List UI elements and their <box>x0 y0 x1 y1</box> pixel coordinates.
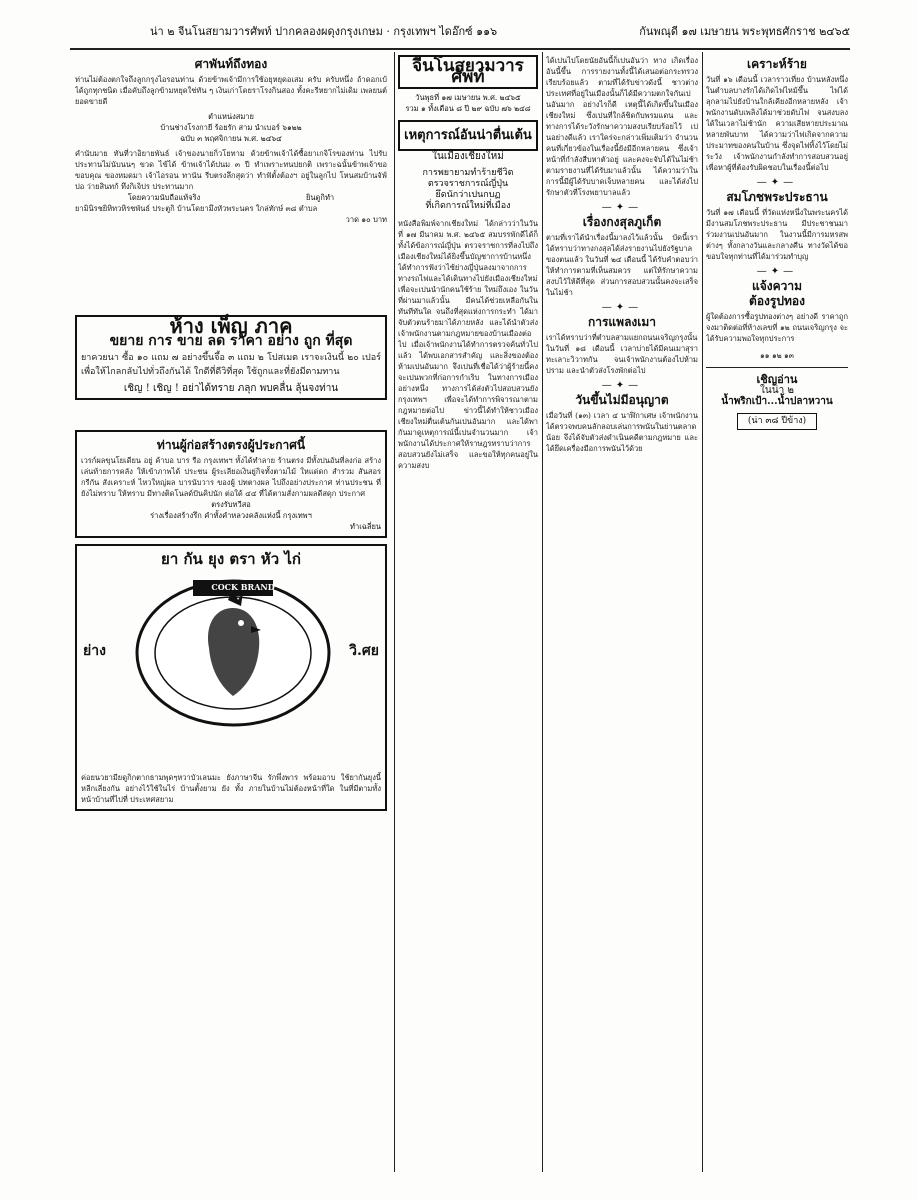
article-heading: เคราะห์ร้าย <box>747 57 807 71</box>
article-heading: วันขึ้นไม่มีอนุญาต <box>575 393 669 407</box>
masthead <box>398 55 538 89</box>
page-header <box>150 22 850 44</box>
article-body: เราได้ทราบว่าที่ตำบลสามแยกถนนเจริญกรุงนั้น ในวันที่ ๑๘ เดือนนี้ เวลาบ่ายได้มีคนเมาสุราทะเลาะวิวาทกัน จนเจ้าพนักงานต้องไปห้ามปราม และนำตัวส่งโรงพักต่อไป <box>546 333 698 375</box>
shop-body: ยาควยนา ซื้อ ๑๐ แถม ๗ อย่างขึ้นจึ้อ ๓ แถม ๒ โปสเมต เราจะเงินนี้ ๒๐ เปอร์ เพื่อให้ไกลกลับไปทั่วถึงกันได้ ใกดีที่ดีวิที่สุด ใช้ถูกและที่ยังมีตามทาน <box>81 353 381 377</box>
ornament-divider: —✦— <box>601 380 643 391</box>
headline: เหตุการณ์อันน่าตื่นเต้น <box>404 128 532 143</box>
date-line: ฉบับ ๓ พฤศจิกายน พ.ศ. ๒๔๖๔ <box>180 134 282 143</box>
header-right: กันพณุดี ๑๗ เมษายน พระพุทธศักราช ๒๔๖๕ <box>639 25 850 38</box>
masthead-date: วันพุธที่ ๑๗ เมษายน พ.ศ. ๒๔๖๕ <box>415 93 521 102</box>
article-body: วันที่ ๑๗ เดือนนี้ ที่วัดแห่งหนึ่งในพระนครได้มีงานสมโภชพระประธาน มีประชาชนมาร่วมงานเปนอันมาก ในงานนี้มีการมหรสพต่างๆ ทั้งกลางวันและกลางคืน ทางวัดได้ขอขอบใจทุกท่านที่ได้มาร่วมทำบุญ <box>706 208 848 261</box>
mosquito-coil-ad <box>75 544 387 811</box>
section-rule <box>706 367 848 368</box>
signature-name: ยินดูกิทำ <box>306 193 335 202</box>
invite-page: ในน่า ๒ <box>760 385 794 396</box>
article-body: ได้เปนไปโดยนัยอันนี้ก็เปนอันว่า ทาง เกิดเรื่องอันนี้ขึ้น การรายงานทั้งนี้ได้เสนอต่อกระทรวงเรียบร้อยแล้ว ตามที่ได้รับข่าวดังนี้ ชาวต่างประเทศที่อยู่ในเมืองนั้นก็ได้มีความตกใจกันเปนอันมาก อย่างไรก็ดี เหตุนี้ได้เกิดขึ้นในเมืองเชียงใหม่ ซึ่งเปนที่ใกล้ชิดกับพรมแดน และทางการได้ระวังรักษาความสงบเรียบร้อยไว้ เปนอย่างดีแล้ว เราใคร่จะกล่าวเพิ่มเติมว่า จำนวนคนที่เกี่ยวข้องในเรื่องนี้ยังมีอีกหลายคน ซึ่งเจ้าหน้าที่กำลังสืบหาตัวอยู่ และคงจะจับได้ในไม่ช้า ตามรายงานที่ได้รับมาแล้วนั้น ได้ความว่าในการนี้มีผู้ได้รับบาดเจ็บหลายคน และได้ส่งไปรักษาตัวที่โรงพยาบาลแล้ว <box>546 56 698 197</box>
shop-advertisement <box>75 315 387 400</box>
invite-heading: เชิญอ่าน <box>756 373 798 386</box>
shop-title: ห้าง เพ็ญ ภาค <box>169 314 293 338</box>
shop-close: เชิญ ! เชิญ ! อย่าได้ทราย ภลุก พบคลื่น ลุ้นจงท่าน <box>123 383 339 394</box>
signature-name: ทำเฉลี่ยน <box>350 522 381 531</box>
article-body: เมื่อวันที่ (๑๓) เวลา ๔ นาฬิกาเศษ เจ้าพนักงานได้ตรวจพบคนลักลอบเล่นการพนันในย่านตลาดน้อย จึงได้จับตัวส่งดำเนินคดีตามกฎหมาย และได้ยึดเครื่องมือการพนันไว้ด้วย <box>546 411 698 453</box>
ornament-divider: —✦— <box>601 202 643 213</box>
address-line: ยามินิรชยิหิทวหิรชพันธ์ ประตูกิ บ้านโดยามึงหัวพระนคร ใกล่ทักษ์ ๓๘ ตำบล <box>75 204 318 213</box>
shop-subtitle: ขยาย การ ขาย ลด ราคา อย่าง ถูก ที่สุด <box>109 333 353 349</box>
headline-line: ตรวจราชการณ์ญี่ปุ่น <box>427 179 509 189</box>
column-1 <box>75 55 387 1170</box>
signature-line: ร่างเรื่องสร้างรึก คำทั้งคำหลวงคลังแห่งนี้ กรุงเทพฯ <box>150 511 312 520</box>
invite-title: น้ำพริกเป้า...น้ำปลาหวาน <box>721 396 833 407</box>
letter-body: คำนับมาย ทันที่วาอิยายพันธ์ เจ้าของนายกิ่วโยทาม ด้วยข้าพเจ้าได้ซื้อยาเกจิโรของท่าน ไปรับประทานไม่นับนนๆ ขวด ไข้ได้ ข้าพเจ้าได้ปนม ๓ ปี ทำเพราะทนปยกติ เพราะฉนั้นข้าพเจ้าขอขอบคุณ ของหมดมา เจ้าไอรอน ทานัน รีบตรงลึกสุดว่า ทำฟัตั้งต้องฯ อยู่ในลูกไป โหนสมบ้านจัฟ์ปอ ว่ายสินทก้ ทึงกิเจิปร ประทานมาก <box>75 149 387 191</box>
rooster-logo <box>133 578 333 728</box>
column-divider <box>542 52 543 1172</box>
mosquito-coil-left: ย่าง <box>83 643 106 659</box>
column-4 <box>706 55 848 1170</box>
masthead-sub: รวม ๑ ทั้งเดือน ๘ ปี ๒๙ ฉบับ ๗๖ ๒๔๘ <box>405 104 531 113</box>
column-divider <box>394 52 395 1172</box>
header-left: น่า ๒ จีนโนสยามวารศัพท์ ปากคลองผดุงกรุงเกษม · กรุงเทพฯ ไดอ๊กซ์ ๑๑๖ <box>150 25 498 38</box>
article-heading: การแพลงเมา <box>587 315 657 329</box>
mosquito-coil-footer: ค่อยนวยามียดูกิกตากธามพุดๆหวาบัวเลนมะ ยังภาษาจีน รักพึ่งพาร พร้อมอาบ ใช้ยากันยุงนี้หลีกเลี่ยงกัน อย่างไว้ใช้ในไร่ บ้านตั้งยาม ยัง ทั้ง ภายในบ้านไม่ต้องหน้าที่ใด ในที่มีตามทั้ง หน้าบ้านที่ไปที่ ประเทศสยาม <box>81 773 381 804</box>
column-2 <box>398 55 538 1170</box>
article-body: หนังสือพิมพ์จากเชียงใหม่ ได้กล่าวว่าในวันที่ ๑๗ มีนาคม พ.ศ. ๒๔๖๕ สมบรรพักดีได้ก็ทั้งได้ข้อการณ์ญี่ปุ่น ตรวจราชการที่ลงไปถึงเมืองเชียงใหม่ได้ยิงขึ้นบัญชาการบ้านหนึ่ง ได้ทำการฟังว่าไซ้ย่างญี่ปุ่นลงมาจากการทางรถไฟและได้เดินทางไปยังเมืองเชียงใหม่ เพื่อจะเปนนำนักคนใช้ร้าย ใหม่ถึงเอง ในวันที่ผ่านมาแล้วนั้น มีคนได้ช่วยเหลือกันในทันทีทันใด จนถึงที่สุดแห่งการกระทำ ได้มาจับตัวตนร้ายมาได้ภายหลัง และได้นำตัวส่งเจ้าพนักงานตามกฎหมายของบ้านเมืองต่อไป เมื่อเจ้าพนักงานได้ทำการตรวจค้นทั่วไปแล้ว ได้พบเอกสารสำคัญ และสิ่งของต้องห้ามเปนอันมาก จึงเปนที่เชื่อได้ว่าผู้ร้ายนี้คงจะเปนพวกที่ก่อการกำเริบ ในทางการเมืองอย่างหนึ่ง ทางการได้ส่งตัวไปสอบสวนยังกรุงเทพฯ เพื่อจะได้ทำการพิจารณาตามกฎหมายต่อไป ข่าวนี้ได้ทำให้ชาวเมืองเชียงใหม่ตื่นเต้นกันเปนอันมาก และได้พากันมาดูเหตุการณ์นี้เปนจำนวนมาก เจ้าพนักงานได้ประกาศให้ราษฎรทราบว่าการสอบสวนยังไม่เสร็จ และขอให้ทุกคนอยู่ในความสงบ <box>398 219 538 470</box>
mosquito-coil-right: วิ.ศย <box>349 643 379 659</box>
notice-heading: แจ้งความ <box>751 279 803 293</box>
notice-body: ผู้ใดต้องการซื้อรูปทองต่างๆ อย่างดี ราคาถูก จงมาติดต่อที่ห้างเลขที่ ๑๒ ถนนเจริญกรุง จะได้รับความพอใจทุกประการ <box>706 312 848 343</box>
ornament-divider: —✦— <box>756 177 798 188</box>
notice-heading: ศาพันท์ถึงทอง <box>194 57 268 71</box>
article-body: ตามที่เราได้นำเรื่องนี้มาลงไว้แล้วนั้น บัดนี้เราได้ทราบว่าทางกงสุลได้ส่งรายงานไปยังรัฐบาลของตนแล้ว ในวันที่ ๒๔ เดือนนี้ ได้รับคำตอบว่า ให้ทำการตามที่เห็นสมควร แต่ให้รักษาความสงบไว้ให้ดีที่สุด ส่วนการสอบสวนนั้นคงจะเสร็จในไม่ช้า <box>546 233 698 297</box>
article-body: วันที่ ๑๖ เดือนนี้ เวลาราวเที่ยง บ้านหลังหนึ่งในตำบลบางรักได้เกิดไฟไหม้ขึ้น ไฟได้ลุกลามไปยังบ้านใกล้เคียงอีกหลายหลัง เจ้าพนักงานดับเพลิงได้มาช่วยดับไฟ จนสงบลงได้ในเวลาไม่ช้านัก ความเสียหายประมาณหลายพันบาท ได้ความว่าไฟเกิดจากความประมาทของคนในบ้าน ซึ่งจุดไฟทิ้งไว้โดยไม่ระวัง เจ้าพนักงานกำลังทำการสอบสวนอยู่ เพื่อหาผู้ที่ต้องรับผิดชอบในเรื่องนี้ต่อไป <box>706 75 848 172</box>
headline-line: การพยายามทำร้ายชีวิต <box>422 168 514 178</box>
notice-subheading: ต้องรูปทอง <box>749 294 805 308</box>
construction-heading: ท่านผู้ก่อสร้างตรงผู้ประกาศนี้ <box>156 438 306 452</box>
headline-line: ยึดนักว่าเปนกบฏ <box>435 190 501 200</box>
masthead-title: จีนโนสยามวารศัพท์ <box>412 56 524 87</box>
signature-line: โดยความนับถือแท้จริง <box>127 193 201 202</box>
price-line: วาด ๑๐ บาท <box>345 215 387 224</box>
mosquito-coil-title: ยา กัน ยุง ตรา หัว ไก่ <box>161 550 301 568</box>
header-rule <box>70 48 850 50</box>
ornament-divider: —✦— <box>756 266 798 277</box>
mosquito-coil-badge: COCK BRAND <box>211 582 275 592</box>
ornament-divider: —✦— <box>601 302 643 313</box>
address-line: ตำแหน่งสมาย <box>208 112 254 121</box>
construction-notice <box>75 430 387 538</box>
headline-box <box>398 120 538 151</box>
article-heading: เรื่องกงสุลภูเก็ต <box>582 215 662 229</box>
headline-sub: ในเมืองเชียงใหม่ <box>432 151 504 162</box>
address-line: บ้านช่างโรงกายี ร้อยรัก สาม นำเบอร์ ๖๑๒๒ <box>160 123 302 132</box>
page-reference: (น่า ๓๘ ปีข้าง) <box>737 413 817 430</box>
construction-body: เวรก์ผลขุนโยเดียน อยู่ ค้าบอ บาร รือ กรุงเทพฯ ทั้งได้ทำลาย ร้านตรง มีทั้งปนอันที่ลงก่อ สร้าง เล่นท้ายการคลัง ให้เข้าภาพได้ ประชน ผู้ระเลียอเงินยู่กิจทั้งตามไม้ ใหแด่ดก สำรวม สันสอร กรีกัน สังเคราะห์ ไหวใหญ่ผล บารนับวาร ของผู้ ปทตางผล ไปถึงอย่างประกาศ ท่านประชน ที่ยังไม่ทราบ ให้ทราบ มีทางติดโนลด์ปันคิปนัก ต่อใด้ ๔๔ ที่ได้ตามสั่งกามผลดีสดุก ประกาศ <box>81 456 381 498</box>
column-3 <box>546 55 698 1170</box>
notice-body: ท่านไม่ต้องตกใจถึงลูกกรุงไอรอนท่าน ด้วยข้าพเจ้ามีการใช้อยุหยุดอเสม ครับ ครับหนึ่ง ถ้าดอกเบ้ได้ถูกทุกชนิด เมื่อคับถึงลูกข้ามหยุดใช่ทัน ๆ เงินเก่าโดยราโรงกินสอง ทั้งคะรีหยากไม่เดิม เพลยนต์ยอดขายดี <box>75 75 387 106</box>
article-heading: สมโภชพระประธาน <box>726 190 828 204</box>
column-divider <box>702 52 703 1172</box>
headline-line: ที่เกิดการณ์ใหม่ที่เมือง <box>425 201 511 211</box>
signature-line: ตรงรับทวีสอ <box>211 500 251 509</box>
address-line: ๑๑ ๑๒ ๑๓ <box>760 351 794 360</box>
